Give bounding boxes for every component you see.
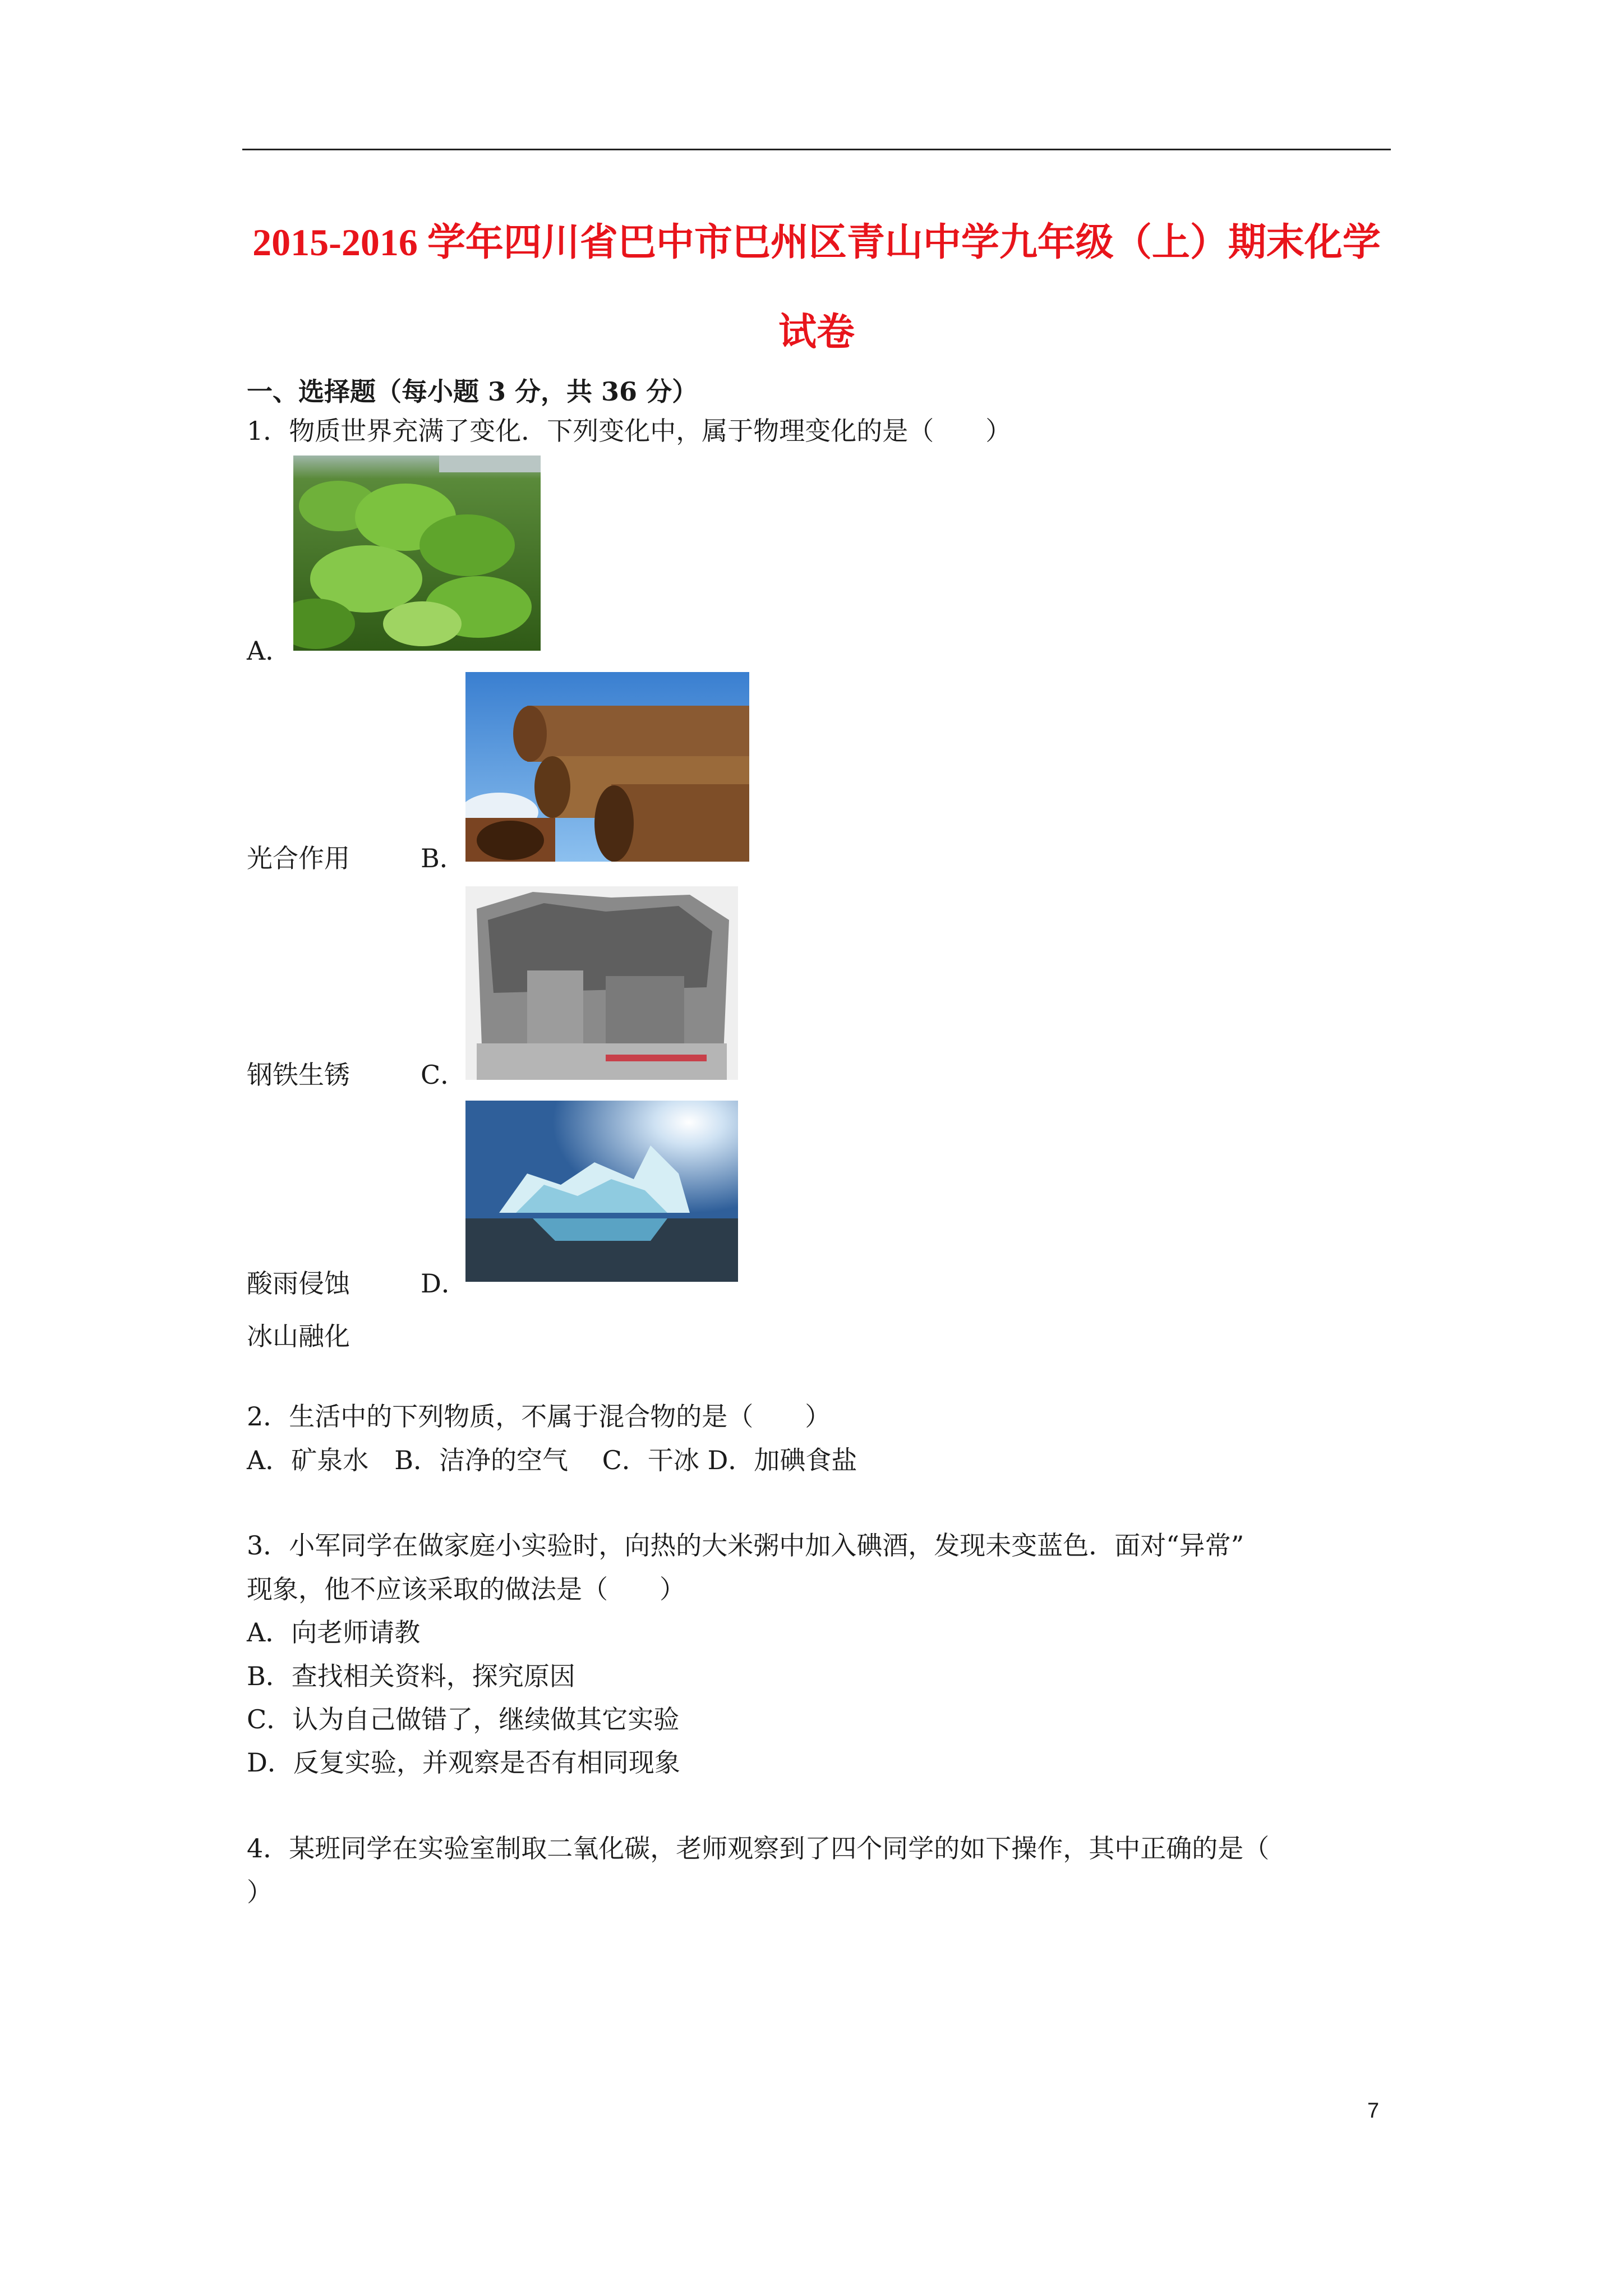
q1-option-d-letter: D． — [421, 1268, 467, 1299]
q3-stem-line1: 3．小军同学在做家庭小实验时，向热的大米粥中加入碘酒，发现未变蓝色．面对“异常” — [247, 1530, 1244, 1561]
page-number: 7 — [1367, 2099, 1380, 2123]
rusty-pipes-photo — [465, 672, 749, 862]
green-leaves-photo — [293, 455, 541, 651]
q1-stem: 1．物质世界充满了变化．下列变化中，属于物理变化的是（ ） — [247, 416, 1012, 446]
q3-stem-line2: 现象，他不应该采取的做法是（ ） — [247, 1574, 685, 1604]
q4-stem-line1: 4．某班同学在实验室制取二氧化碳，老师观察到了四个同学的如下操作，其中正确的是（ — [247, 1833, 1270, 1864]
q1-option-a-text: 光合作用 — [247, 843, 350, 873]
iceberg-photo — [465, 1101, 738, 1282]
q4-stem-line2: ） — [247, 1877, 273, 1907]
q1-option-b-letter: B． — [421, 843, 465, 873]
q1-option-b-text: 钢铁生锈 — [247, 1060, 350, 1090]
q1-option-c-text: 酸雨侵蚀 — [247, 1268, 350, 1299]
q2-stem: 2．生活中的下列物质，不属于混合物的是（ ） — [247, 1401, 831, 1432]
q1-option-c-letter: C． — [421, 1060, 467, 1090]
header-rule — [242, 149, 1391, 150]
q3-option-b: B．查找相关资料，探究原因 — [247, 1661, 575, 1691]
eroded-stone-photo — [465, 886, 738, 1080]
q3-option-c: C．认为自己做错了，继续做其它实验 — [247, 1704, 680, 1734]
q1-option-d-text: 冰山融化 — [247, 1321, 350, 1351]
q3-option-d: D．反复实验，并观察是否有相同现象 — [247, 1747, 680, 1778]
q2-options: A．矿泉水 B．洁净的空气 C．干冰 D．加碘食盐 — [247, 1445, 857, 1475]
section-heading: 一、选择题（每小题 3 分，共 36 分） — [247, 376, 698, 407]
paper-title-line1: 2015-2016 学年四川省巴中市巴州区青山中学九年级（上）期末化学 — [252, 221, 1381, 264]
q1-option-a-letter: A． — [247, 636, 292, 666]
q3-option-a: A．向老师请教 — [247, 1617, 421, 1648]
paper-title-line2: 试卷 — [778, 311, 855, 353]
